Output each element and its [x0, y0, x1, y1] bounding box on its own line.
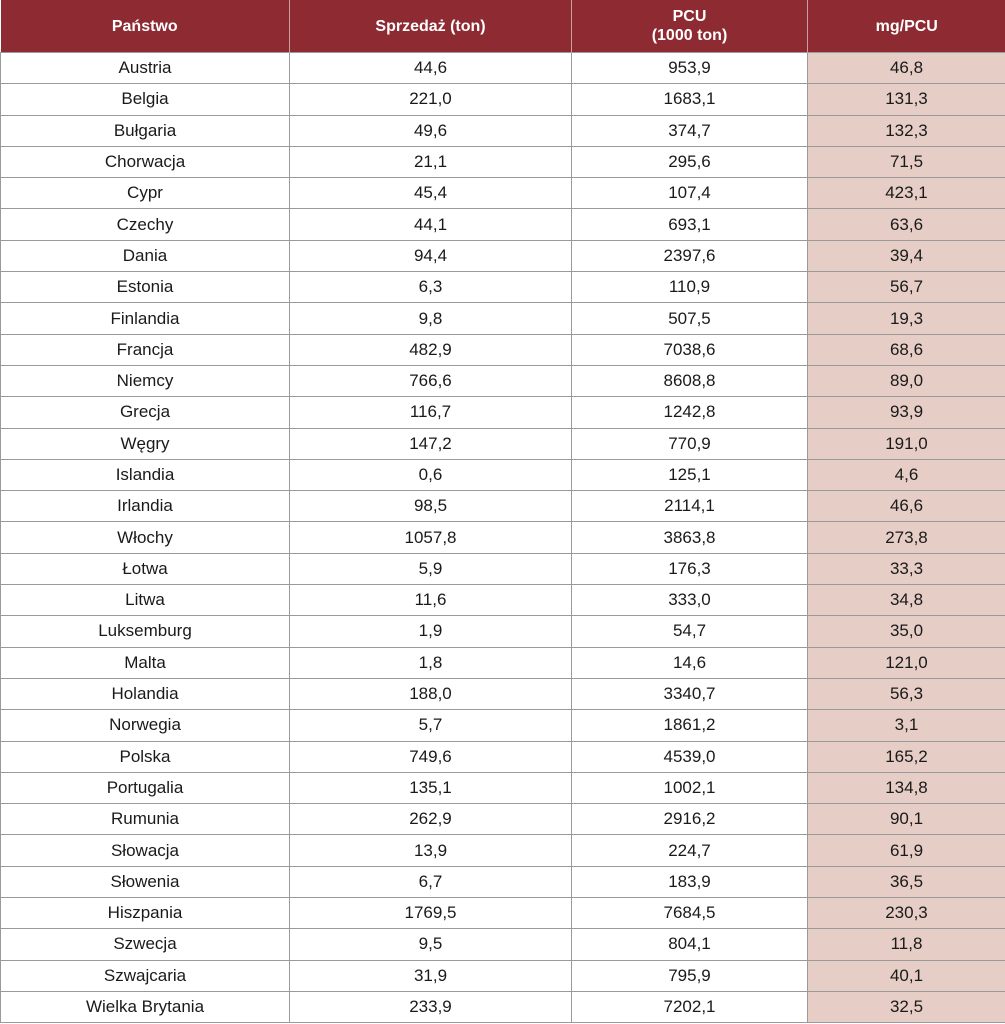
cell-sales: 5,7 [290, 710, 572, 741]
cell-country: Wielka Brytania [1, 991, 290, 1022]
cell-pcu: 110,9 [572, 272, 808, 303]
table-row [1, 929, 1005, 960]
cell-sales: 262,9 [290, 804, 572, 835]
cell-mg-pcu: 46,8 [808, 53, 1005, 84]
cell-mg-pcu: 34,8 [808, 585, 1005, 616]
cell-sales: 31,9 [290, 960, 572, 991]
cell-sales: 1,8 [290, 647, 572, 678]
cell-sales: 9,5 [290, 929, 572, 960]
cell-country: Litwa [1, 585, 290, 616]
cell-mg-pcu: 273,8 [808, 522, 1005, 553]
cell-country: Portugalia [1, 772, 290, 803]
cell-mg-pcu: 32,5 [808, 991, 1005, 1022]
table-header [1, 0, 1005, 53]
cell-country: Irlandia [1, 491, 290, 522]
table-row [1, 678, 1005, 709]
cell-country: Szwecja [1, 929, 290, 960]
cell-sales: 5,9 [290, 553, 572, 584]
cell-country: Węgry [1, 428, 290, 459]
table-row [1, 84, 1005, 115]
table-row [1, 835, 1005, 866]
header-sales: Sprzedaż (ton) [290, 0, 572, 53]
cell-pcu: 295,6 [572, 146, 808, 177]
cell-mg-pcu: 4,6 [808, 459, 1005, 490]
table-row [1, 146, 1005, 177]
cell-pcu: 4539,0 [572, 741, 808, 772]
cell-sales: 1057,8 [290, 522, 572, 553]
cell-mg-pcu: 19,3 [808, 303, 1005, 334]
table-row [1, 428, 1005, 459]
cell-country: Francja [1, 334, 290, 365]
cell-pcu: 1861,2 [572, 710, 808, 741]
cell-pcu: 183,9 [572, 866, 808, 897]
cell-mg-pcu: 165,2 [808, 741, 1005, 772]
cell-mg-pcu: 46,6 [808, 491, 1005, 522]
cell-mg-pcu: 33,3 [808, 553, 1005, 584]
table-row [1, 553, 1005, 584]
table-row [1, 647, 1005, 678]
cell-mg-pcu: 56,3 [808, 678, 1005, 709]
table-row [1, 397, 1005, 428]
table-row [1, 272, 1005, 303]
cell-sales: 44,1 [290, 209, 572, 240]
cell-pcu: 770,9 [572, 428, 808, 459]
cell-pcu: 333,0 [572, 585, 808, 616]
cell-pcu: 125,1 [572, 459, 808, 490]
cell-pcu: 3863,8 [572, 522, 808, 553]
cell-sales: 221,0 [290, 84, 572, 115]
cell-country: Łotwa [1, 553, 290, 584]
table-row [1, 710, 1005, 741]
cell-pcu: 14,6 [572, 647, 808, 678]
table-row [1, 334, 1005, 365]
cell-sales: 6,3 [290, 272, 572, 303]
cell-mg-pcu: 131,3 [808, 84, 1005, 115]
cell-country: Dania [1, 240, 290, 271]
table-row [1, 960, 1005, 991]
cell-country: Słowenia [1, 866, 290, 897]
cell-pcu: 176,3 [572, 553, 808, 584]
cell-pcu: 795,9 [572, 960, 808, 991]
cell-mg-pcu: 121,0 [808, 647, 1005, 678]
cell-country: Finlandia [1, 303, 290, 334]
cell-sales: 98,5 [290, 491, 572, 522]
cell-sales: 21,1 [290, 146, 572, 177]
cell-mg-pcu: 11,8 [808, 929, 1005, 960]
cell-pcu: 7684,5 [572, 898, 808, 929]
cell-mg-pcu: 56,7 [808, 272, 1005, 303]
cell-mg-pcu: 35,0 [808, 616, 1005, 647]
cell-pcu: 1683,1 [572, 84, 808, 115]
cell-mg-pcu: 134,8 [808, 772, 1005, 803]
cell-country: Słowacja [1, 835, 290, 866]
cell-country: Czechy [1, 209, 290, 240]
cell-mg-pcu: 423,1 [808, 178, 1005, 209]
cell-country: Norwegia [1, 710, 290, 741]
table-row [1, 240, 1005, 271]
table-row [1, 522, 1005, 553]
cell-mg-pcu: 61,9 [808, 835, 1005, 866]
cell-mg-pcu: 90,1 [808, 804, 1005, 835]
cell-pcu: 224,7 [572, 835, 808, 866]
table-row [1, 898, 1005, 929]
header-row [1, 0, 1005, 53]
cell-country: Belgia [1, 84, 290, 115]
cell-pcu: 2397,6 [572, 240, 808, 271]
cell-country: Hiszpania [1, 898, 290, 929]
cell-country: Islandia [1, 459, 290, 490]
table-row [1, 209, 1005, 240]
table-row [1, 459, 1005, 490]
cell-sales: 135,1 [290, 772, 572, 803]
cell-country: Estonia [1, 272, 290, 303]
cell-pcu: 374,7 [572, 115, 808, 146]
cell-sales: 94,4 [290, 240, 572, 271]
cell-pcu: 1242,8 [572, 397, 808, 428]
cell-sales: 13,9 [290, 835, 572, 866]
cell-mg-pcu: 68,6 [808, 334, 1005, 365]
table-body [1, 53, 1005, 1023]
cell-pcu: 2114,1 [572, 491, 808, 522]
cell-country: Grecja [1, 397, 290, 428]
table-row [1, 115, 1005, 146]
table-row [1, 585, 1005, 616]
cell-pcu: 2916,2 [572, 804, 808, 835]
cell-mg-pcu: 191,0 [808, 428, 1005, 459]
cell-sales: 9,8 [290, 303, 572, 334]
cell-country: Włochy [1, 522, 290, 553]
cell-sales: 45,4 [290, 178, 572, 209]
cell-sales: 749,6 [290, 741, 572, 772]
cell-sales: 44,6 [290, 53, 572, 84]
cell-mg-pcu: 89,0 [808, 365, 1005, 396]
cell-country: Cypr [1, 178, 290, 209]
cell-mg-pcu: 93,9 [808, 397, 1005, 428]
table-row [1, 772, 1005, 803]
cell-pcu: 693,1 [572, 209, 808, 240]
cell-pcu: 507,5 [572, 303, 808, 334]
cell-pcu: 3340,7 [572, 678, 808, 709]
cell-pcu: 1002,1 [572, 772, 808, 803]
cell-sales: 188,0 [290, 678, 572, 709]
header-country: Państwo [1, 0, 290, 53]
cell-mg-pcu: 71,5 [808, 146, 1005, 177]
cell-pcu: 107,4 [572, 178, 808, 209]
cell-country: Polska [1, 741, 290, 772]
table-row [1, 178, 1005, 209]
cell-sales: 0,6 [290, 459, 572, 490]
header-mg-pcu: mg/PCU [808, 0, 1005, 53]
cell-sales: 11,6 [290, 585, 572, 616]
cell-pcu: 804,1 [572, 929, 808, 960]
table-row [1, 53, 1005, 84]
cell-sales: 49,6 [290, 115, 572, 146]
cell-pcu: 7038,6 [572, 334, 808, 365]
cell-pcu: 953,9 [572, 53, 808, 84]
cell-mg-pcu: 39,4 [808, 240, 1005, 271]
cell-mg-pcu: 3,1 [808, 710, 1005, 741]
cell-country: Szwajcaria [1, 960, 290, 991]
cell-pcu: 54,7 [572, 616, 808, 647]
cell-pcu: 7202,1 [572, 991, 808, 1022]
cell-country: Austria [1, 53, 290, 84]
cell-sales: 116,7 [290, 397, 572, 428]
cell-country: Chorwacja [1, 146, 290, 177]
cell-mg-pcu: 36,5 [808, 866, 1005, 897]
cell-sales: 766,6 [290, 365, 572, 396]
table-row [1, 741, 1005, 772]
cell-country: Luksemburg [1, 616, 290, 647]
cell-sales: 1769,5 [290, 898, 572, 929]
cell-sales: 233,9 [290, 991, 572, 1022]
cell-mg-pcu: 230,3 [808, 898, 1005, 929]
cell-mg-pcu: 132,3 [808, 115, 1005, 146]
table-row [1, 303, 1005, 334]
table-row [1, 804, 1005, 835]
cell-mg-pcu: 63,6 [808, 209, 1005, 240]
cell-sales: 6,7 [290, 866, 572, 897]
cell-country: Niemcy [1, 365, 290, 396]
table-row [1, 365, 1005, 396]
table-row [1, 491, 1005, 522]
cell-mg-pcu: 40,1 [808, 960, 1005, 991]
cell-pcu: 8608,8 [572, 365, 808, 396]
cell-country: Bułgaria [1, 115, 290, 146]
header-pcu: PCU (1000 ton) [572, 0, 808, 53]
cell-country: Malta [1, 647, 290, 678]
table-row [1, 616, 1005, 647]
table-row [1, 991, 1005, 1022]
cell-country: Rumunia [1, 804, 290, 835]
cell-sales: 147,2 [290, 428, 572, 459]
cell-country: Holandia [1, 678, 290, 709]
table-row [1, 866, 1005, 897]
cell-sales: 1,9 [290, 616, 572, 647]
cell-sales: 482,9 [290, 334, 572, 365]
